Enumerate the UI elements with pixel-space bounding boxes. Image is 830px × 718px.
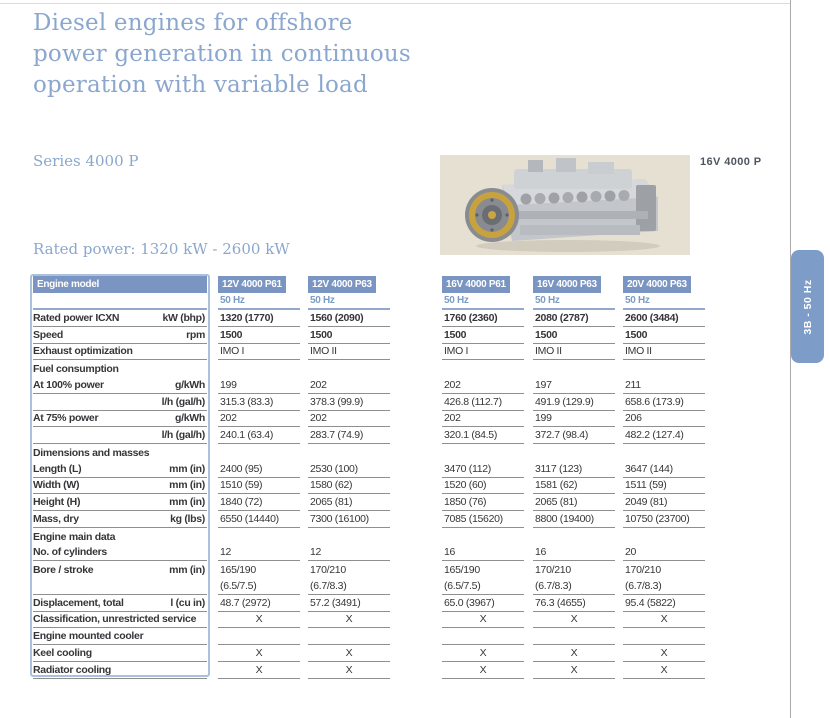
row-label-cell [33, 494, 207, 511]
row-unit: mm (in) [169, 564, 205, 576]
value-cell: 1580 (62) [308, 478, 390, 495]
row-label: Exhaust optimization [33, 345, 133, 358]
value-cell: X [442, 645, 524, 662]
value-cell: 6550 (14440) [218, 511, 300, 528]
column-header-frequency: 50 Hz [220, 295, 245, 306]
value-cell: 1520 (60) [442, 478, 524, 495]
row-unit: mm (in) [169, 479, 205, 492]
value-cell: 240.1 (63.4) [218, 427, 300, 444]
column-header-model: 12V 4000 P63 [308, 276, 376, 293]
table-row [30, 394, 730, 411]
table-row [30, 662, 730, 679]
row-label-cell [33, 327, 207, 344]
value-cell: 1500 [623, 327, 705, 344]
row-label-cell [33, 377, 207, 394]
value-cell: 2400 (95) [218, 461, 300, 478]
value-cell: 320.1 (84.5) [442, 427, 524, 444]
value-cell: 1320 (1770) [218, 310, 300, 327]
value-cell: 206 [623, 411, 705, 428]
row-unit: kg (lbs) [170, 512, 205, 525]
row-unit: rpm [186, 328, 205, 341]
value-cell: 2049 (81) [623, 494, 705, 511]
value-cell: 1581 (62) [533, 478, 615, 495]
value-cell: 170/210 [310, 564, 346, 576]
value-cell: IMO II [308, 344, 390, 361]
value-cell: X [533, 662, 615, 679]
page-title-line1: Diesel engines for offshore [33, 10, 353, 36]
value-cell: 1510 (59) [218, 478, 300, 495]
table-row [30, 561, 730, 578]
value-cell: 20 [623, 545, 705, 562]
value-cell: (6.7/8.3) [308, 578, 390, 595]
value-cell: 12 [308, 545, 390, 562]
row-unit: l/h (gal/h) [161, 429, 205, 441]
row-label-cell [33, 578, 207, 595]
row-label-cell [33, 478, 207, 495]
value-cell: 199 [218, 377, 300, 394]
value-cell: 1840 (72) [218, 494, 300, 511]
column-header-frequency: 50 Hz [444, 295, 469, 306]
row-label-cell [33, 595, 207, 612]
value-cell: X [533, 645, 615, 662]
row-label: Engine mounted cooler [33, 630, 144, 642]
row-label-cell [33, 394, 207, 411]
value-cell: 1500 [533, 327, 615, 344]
row-unit: mm (in) [169, 496, 205, 508]
value-cell: (6.5/7.5) [218, 578, 300, 595]
value-cell: 170/210 [625, 564, 661, 576]
value-cell: X [308, 645, 390, 662]
value-cell: 1511 (59) [623, 478, 705, 495]
row-label-cell [33, 310, 207, 327]
row-label: Keel cooling [33, 646, 92, 659]
row-unit: g/kWh [175, 378, 205, 391]
value-cell: 1560 (2090) [308, 310, 390, 327]
table-row [30, 528, 730, 545]
value-cell: 16 [442, 545, 524, 562]
value-cell: 2530 (100) [308, 461, 390, 478]
row-label-cell [33, 461, 207, 478]
row-label-cell [33, 612, 207, 629]
row-label: Length (L) [33, 462, 82, 475]
row-label: Width (W) [33, 479, 80, 492]
row-unit: kW (bhp) [162, 311, 205, 324]
row-label: Rated power ICXN [33, 311, 120, 324]
value-cell: X [218, 645, 300, 662]
value-cell: X [533, 612, 615, 629]
row-label: Speed [33, 328, 64, 341]
value-cell: X [623, 645, 705, 662]
value-cell: 378.3 (99.9) [308, 394, 390, 411]
value-cell: 1500 [218, 327, 300, 344]
value-cell: 76.3 (4655) [533, 595, 615, 612]
row-label: Displacement, total [33, 596, 124, 609]
value-cell: (6.5/7.5) [442, 578, 524, 595]
value-cell: X [442, 612, 524, 629]
row-unit: g/kWh [175, 412, 205, 425]
value-cell: IMO II [623, 344, 705, 361]
value-cell: 95.4 (5822) [623, 595, 705, 612]
corner-header: Engine model [33, 276, 207, 293]
value-cell: 10750 (23700) [623, 511, 705, 528]
value-cell: 283.7 (74.9) [308, 427, 390, 444]
photo-caption: 16V 4000 P [700, 156, 762, 168]
column-header-frequency: 50 Hz [310, 295, 335, 306]
rated-power-range: Rated power: 1320 kW - 2600 kW [33, 240, 290, 258]
value-cell: (6.7/8.3) [533, 578, 615, 595]
value-cell: 170/210 [535, 564, 571, 576]
engine-illustration [440, 155, 690, 255]
value-cell: 1850 (76) [442, 494, 524, 511]
value-cell: 426.8 (112.7) [442, 394, 524, 411]
page-title [33, 8, 411, 101]
row-label-cell [33, 662, 207, 679]
table-row [30, 327, 730, 344]
row-label-cell [33, 511, 207, 528]
value-cell: 372.7 (98.4) [533, 427, 615, 444]
engine-photo [440, 155, 690, 255]
table-row [30, 411, 730, 428]
value-cell: 165/190 [444, 564, 480, 576]
series-label: Series 4000 P [33, 152, 139, 170]
value-cell [623, 628, 705, 645]
row-label-cell [33, 411, 207, 428]
column-header-frequency: 50 Hz [535, 295, 560, 306]
value-cell: 57.2 (3491) [308, 595, 390, 612]
value-cell: X [218, 612, 300, 629]
table-row [30, 461, 730, 478]
table-row [30, 494, 730, 511]
value-cell: X [218, 662, 300, 679]
row-label: Radiator cooling [33, 663, 112, 676]
value-cell: 1500 [308, 327, 390, 344]
value-cell: 202 [308, 377, 390, 394]
table-row [30, 645, 730, 662]
row-label-cell [33, 344, 207, 361]
column-header-frequency: 50 Hz [625, 295, 650, 306]
row-label: Fuel consumption [33, 363, 119, 375]
page-right-edge [790, 0, 791, 718]
value-cell [442, 628, 524, 645]
row-label: Bore / stroke [33, 564, 94, 576]
row-label: At 75% power [33, 412, 99, 425]
value-cell: 2065 (81) [533, 494, 615, 511]
row-label-cell [33, 645, 207, 662]
value-cell [533, 628, 615, 645]
table-rows [30, 310, 730, 679]
value-cell: X [442, 662, 524, 679]
row-label-cell [33, 561, 207, 578]
section-tab-label: 3B - 50 Hz [801, 278, 814, 335]
column-header-model: 16V 4000 P61 [442, 276, 510, 293]
value-cell: 202 [442, 377, 524, 394]
value-cell: IMO I [442, 344, 524, 361]
value-cell: 48.7 (2972) [218, 595, 300, 612]
table-row [30, 360, 730, 377]
table-row [30, 578, 730, 595]
table-row [30, 511, 730, 528]
row-label-cell [33, 628, 207, 645]
column-header-model: 20V 4000 P63 [623, 276, 691, 293]
table-row [30, 344, 730, 361]
value-cell: 202 [308, 411, 390, 428]
value-cell: 658.6 (173.9) [623, 394, 705, 411]
value-cell [308, 628, 390, 645]
row-unit: l (cu in) [170, 596, 205, 609]
page-title-line2: power generation in continuous [33, 41, 411, 67]
row-unit: mm (in) [169, 462, 205, 475]
value-cell: 2600 (3484) [623, 310, 705, 327]
value-cell: 165/190 [220, 564, 256, 576]
value-cell: 3647 (144) [623, 461, 705, 478]
table-row [30, 310, 730, 327]
table-row [30, 444, 730, 461]
value-cell: 7085 (15620) [442, 511, 524, 528]
table-row [30, 427, 730, 444]
value-cell: IMO I [218, 344, 300, 361]
value-cell: 202 [218, 411, 300, 428]
column-header-model: 12V 4000 P61 [218, 276, 286, 293]
value-cell: 3470 (112) [442, 461, 524, 478]
table-row [30, 377, 730, 394]
page-title-line3: operation with variable load [33, 72, 368, 98]
value-cell: 3117 (123) [533, 461, 615, 478]
spec-table [30, 274, 730, 684]
row-label: Dimensions and masses [33, 446, 150, 459]
row-label: Mass, dry [33, 512, 79, 525]
table-row [30, 478, 730, 495]
table-row [30, 628, 730, 645]
row-label-cell [33, 427, 207, 444]
value-cell: 1760 (2360) [442, 310, 524, 327]
value-cell: 1500 [442, 327, 524, 344]
table-row [30, 545, 730, 562]
value-cell: 315.3 (83.3) [218, 394, 300, 411]
value-cell: 482.2 (127.4) [623, 427, 705, 444]
value-cell: 491.9 (129.9) [533, 394, 615, 411]
value-cell: 202 [442, 411, 524, 428]
value-cell: 197 [533, 377, 615, 394]
section-tab [791, 250, 824, 363]
value-cell: X [308, 662, 390, 679]
value-cell: X [623, 662, 705, 679]
value-cell: 211 [623, 377, 705, 394]
section-header-cell [33, 528, 207, 545]
value-cell: 8800 (19400) [533, 511, 615, 528]
row-label: Engine main data [33, 530, 116, 543]
value-cell: 7300 (16100) [308, 511, 390, 528]
value-cell: X [623, 612, 705, 629]
value-cell: 2080 (2787) [533, 310, 615, 327]
row-label: Classification, unrestricted service [33, 613, 197, 626]
row-label: No. of cylinders [33, 546, 107, 559]
table-row [30, 595, 730, 612]
value-cell: 16 [533, 545, 615, 562]
value-cell: 65.0 (3967) [442, 595, 524, 612]
value-cell: X [308, 612, 390, 629]
value-cell: 12 [218, 545, 300, 562]
value-cell [218, 628, 300, 645]
row-label: Height (H) [33, 496, 81, 508]
value-cell: IMO II [533, 344, 615, 361]
row-label: At 100% power [33, 378, 104, 391]
table-row [30, 612, 730, 629]
section-header-cell [33, 360, 207, 377]
row-label-cell [33, 545, 207, 562]
column-header-model: 16V 4000 P63 [533, 276, 601, 293]
value-cell: (6.7/8.3) [623, 578, 705, 595]
page-top-edge [0, 3, 791, 4]
value-cell: 2065 (81) [308, 494, 390, 511]
row-unit: l/h (gal/h) [161, 395, 205, 408]
value-cell: 199 [533, 411, 615, 428]
section-header-cell [33, 444, 207, 461]
